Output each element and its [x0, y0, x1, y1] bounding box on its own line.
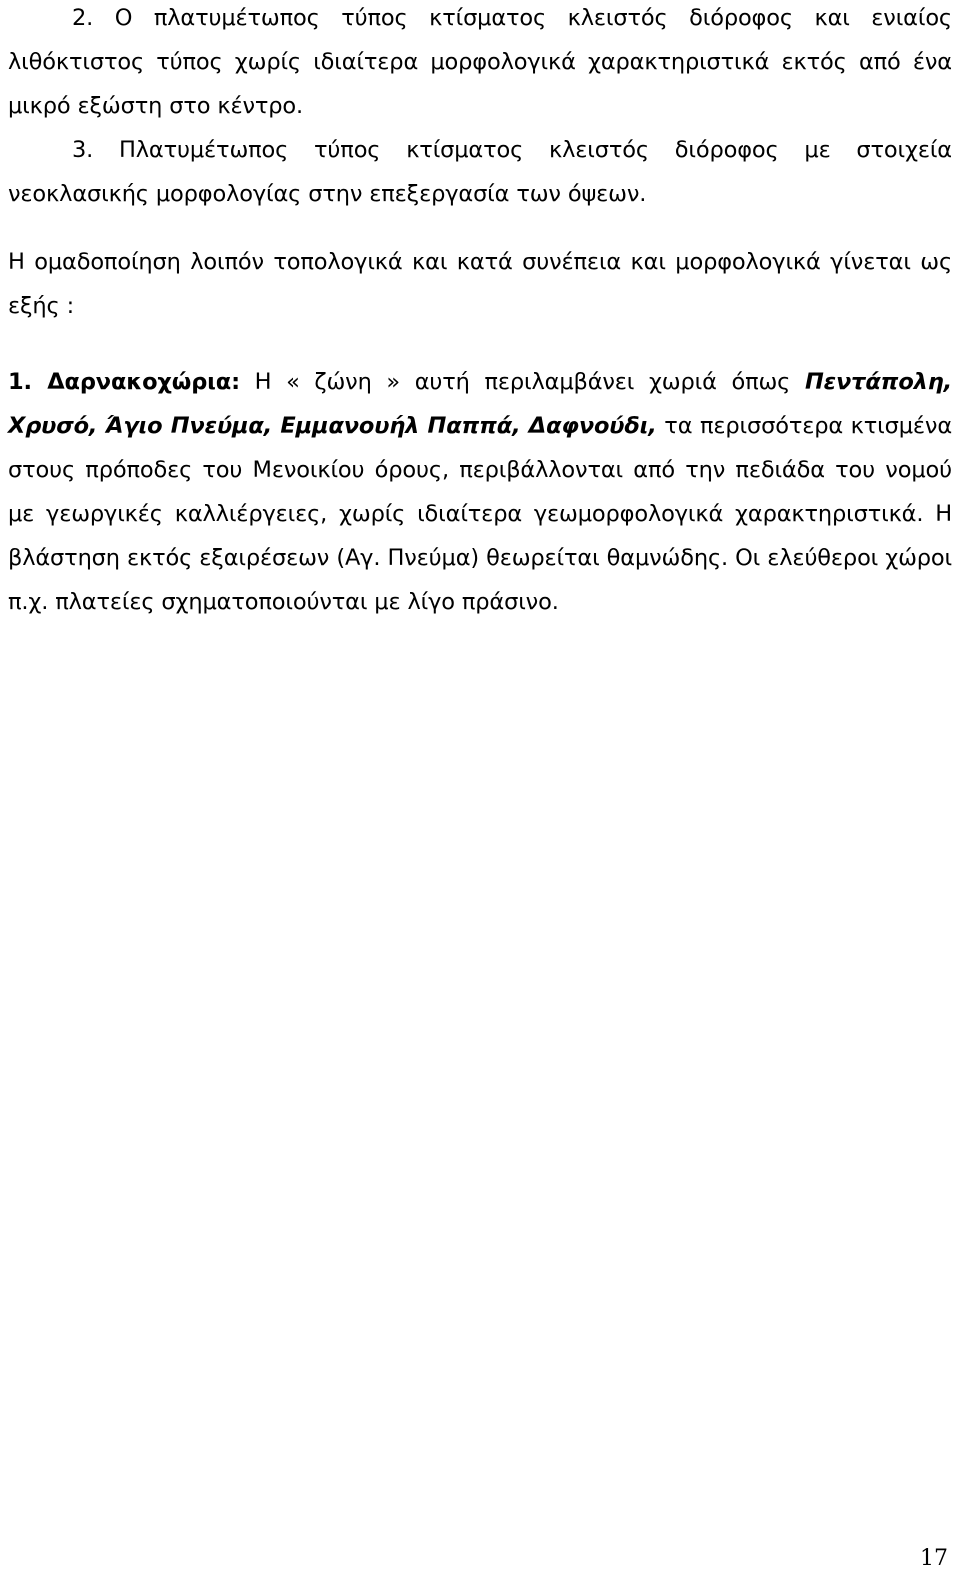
- list-item-3: 3. Πλατυμέτωπος τύπος κτίσματος κλειστός διόροφος με στοιχεία νεοκλασικής μορφολογίας στην επεξεργασία των όψεων.: [8, 137, 952, 207]
- intro-paragraph: Η ομαδοποίηση λοιπόν τοπολογικά και κατά συνέπεια και μορφολογικά γίνεται ως εξής :: [8, 249, 952, 319]
- zone-1-villages: Πεντάπολη, Χρυσό, Άγιο Πνεύμα, Εμμανουήλ Παππά, Δαφνούδι,: [8, 369, 952, 439]
- page-number: 17: [920, 1546, 948, 1571]
- zone-1-text-after: τα περισσότερα κτισμένα στους πρόποδες του Μενοικίου όρους, περιβάλλονται από την πεδιάδα του νομού με γεωργικές καλλιέργειες, χωρίς ιδιαίτερα γεωμορφολογικά χαρακτηριστικά. Η βλάστηση εκτός εξαιρέσεων (Αγ. Πνεύμα) θεωρείται θαμνώδης. Οι ελεύθεροι χώροι π.χ. πλατείες σχηματοποιούνται με λίγο πράσινο.: [8, 413, 953, 615]
- zone-1-heading: 1. Δαρνακοχώρια:: [8, 369, 240, 395]
- document-page: [8, 0, 952, 624]
- zone-1-text-before: Η « ζώνη » αυτή περιλαμβάνει χωριά όπως: [239, 369, 805, 395]
- zone-1-paragraph: [8, 360, 952, 624]
- list-item-2: 2. Ο πλατυμέτωπος τύπος κτίσματος κλειστός διόροφος και ενιαίος λιθόκτιστος τύπος χωρίς ιδιαίτερα μορφολογικά χαρακτηριστικά εκτός από ένα μικρό εξώστη στο κέντρο.: [8, 5, 952, 119]
